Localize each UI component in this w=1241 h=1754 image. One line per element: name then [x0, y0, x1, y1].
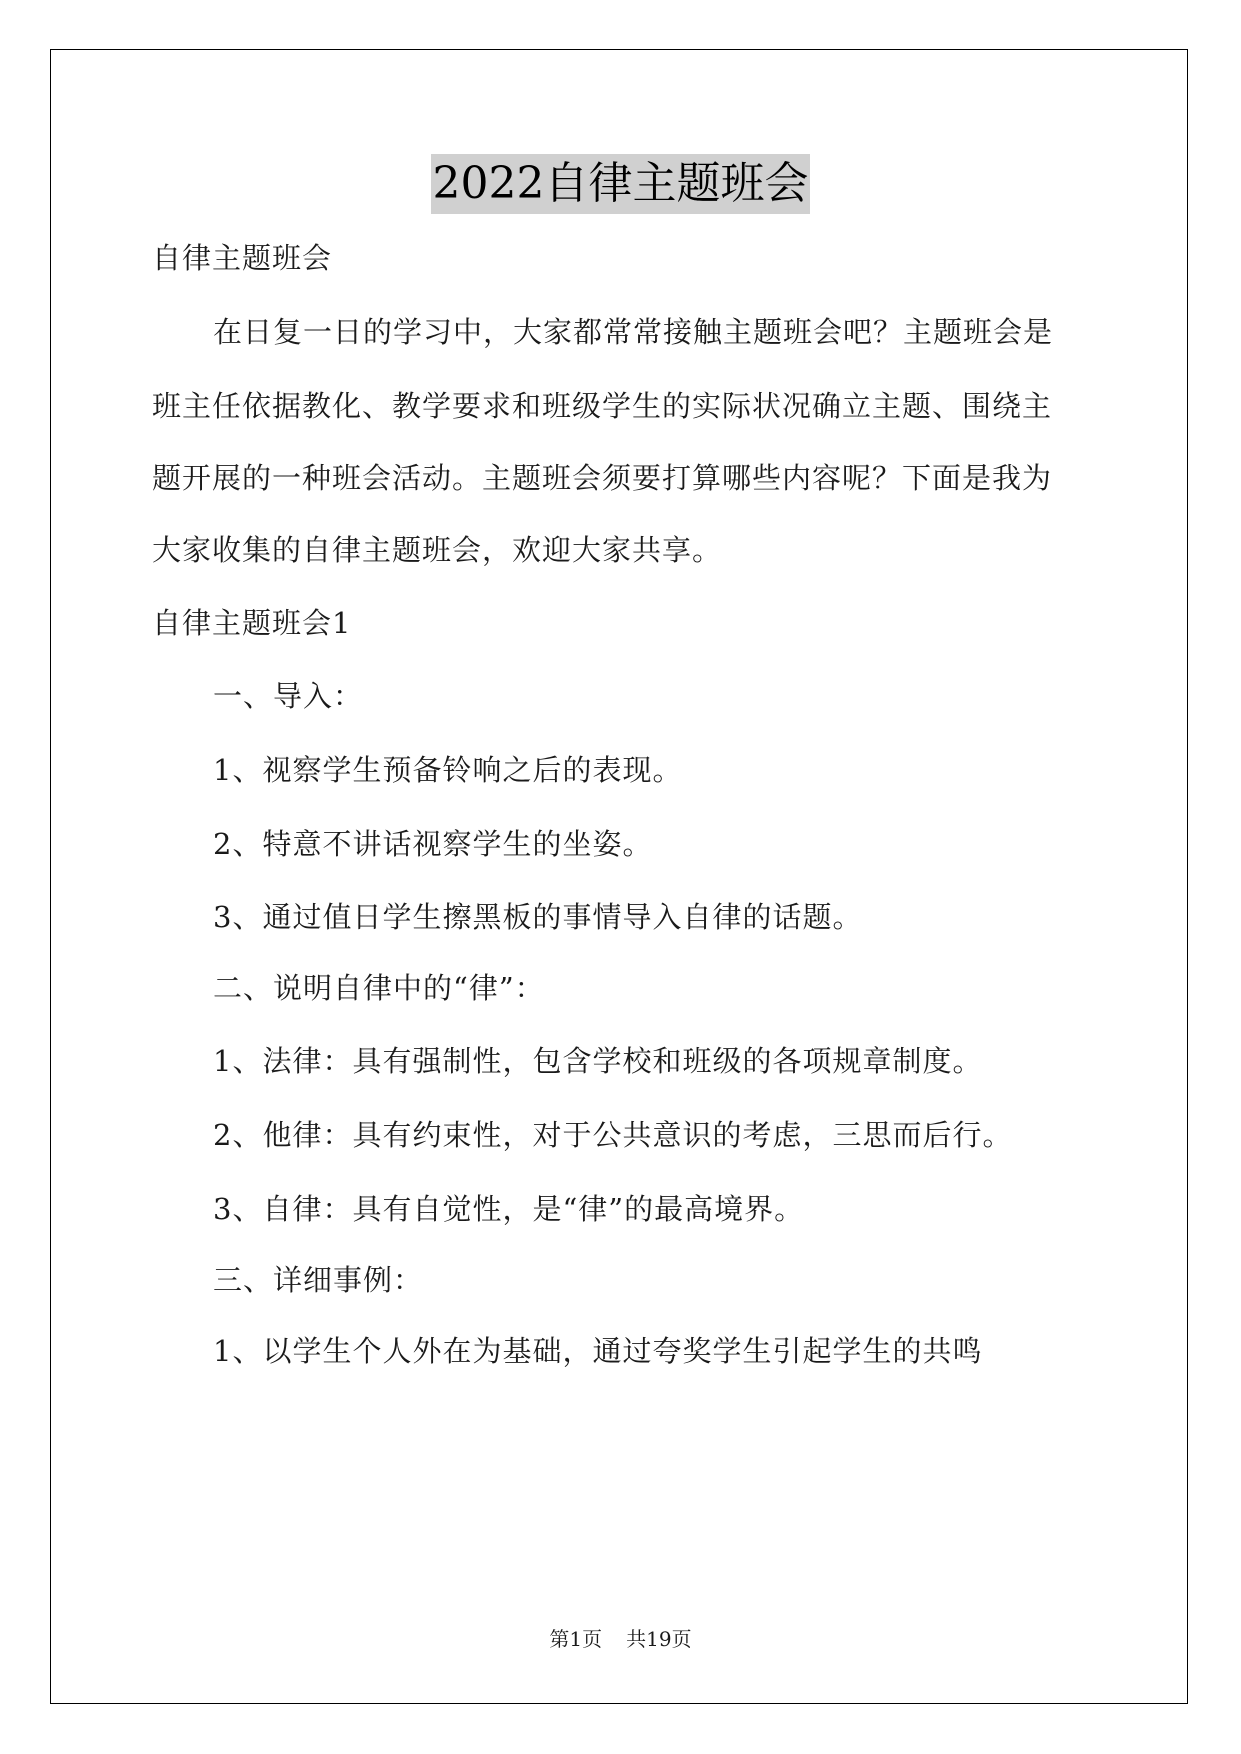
page-border [50, 49, 1188, 1704]
list-item: 二、说明自律中的“律”： [213, 971, 545, 1005]
intro-line-2: 班主任依据教化、教学要求和班级学生的实际状况确立主题、围绕主 [152, 389, 1053, 423]
document-title: 2022自律主题班会 [431, 154, 811, 214]
list-item: 3、通过值日学生擦黑板的事情导入自律的话题。 [213, 900, 863, 934]
list-item: 一、导入： [213, 679, 364, 713]
list-item: 3、自律：具有自觉性，是“律”的最高境界。 [213, 1192, 805, 1226]
section-title: 自律主题班会1 [152, 606, 352, 640]
page-number: 第1页 [549, 1627, 603, 1651]
page-footer [0, 1625, 1241, 1653]
document-heading: 自律主题班会 [152, 241, 333, 275]
intro-line-4: 大家收集的自律主题班会，欢迎大家共享。 [152, 533, 723, 567]
intro-line-3: 题开展的一种班会活动。主题班会须要打算哪些内容呢？下面是我为 [152, 461, 1053, 495]
list-item: 2、特意不讲话视察学生的坐姿。 [213, 827, 653, 861]
page-total: 共19页 [626, 1627, 692, 1651]
list-item: 1、视察学生预备铃响之后的表现。 [213, 753, 683, 787]
list-item: 1、以学生个人外在为基础，通过夸奖学生引起学生的共鸣 [213, 1334, 983, 1368]
list-item: 1、法律：具有强制性，包含学校和班级的各项规章制度。 [213, 1044, 983, 1078]
list-item: 三、详细事例： [213, 1263, 424, 1297]
intro-line-1: 在日复一日的学习中，大家都常常接触主题班会吧？主题班会是 [213, 315, 1054, 349]
title-container [0, 154, 1241, 214]
list-item: 2、他律：具有约束性，对于公共意识的考虑，三思而后行。 [213, 1118, 1013, 1152]
